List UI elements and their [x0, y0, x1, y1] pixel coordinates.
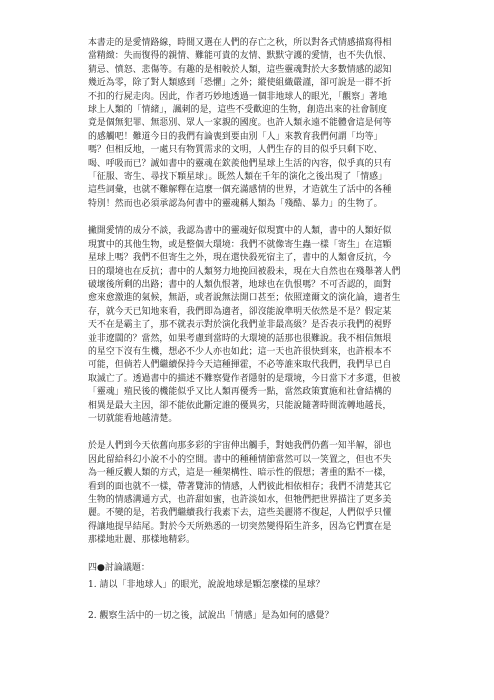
text-line: 幾近為零，除了對人類感到「恐懼」之外；縱使組織嚴謹，卻可說是一群不折 [88, 78, 392, 89]
discussion-question: 2. 觀察生活中的一切之後，試說出「情感」是為如何的感覺？ [88, 610, 334, 621]
text-line: 看到的面也就不一樣，帶著覽沛的情感，人們彼此相依相存；我們不清楚其它 [88, 481, 392, 492]
text-line: 球上人類的「情緒」，諷刺的是，這些不受歡迎的生物，創造出來的社會制度 [88, 105, 388, 116]
discussion-question: 1. 請以「非地球人」的眼光，說說地球是顆怎麼樣的星球？ [88, 579, 325, 590]
document-body [88, 37, 406, 641]
text-line: 破壞後所剩的出路；書中的人類仇恨著，地球也在仇恨嗎？不可否認的，面對 [88, 279, 392, 290]
paragraph-3 [88, 440, 406, 547]
text-line: 因此留給科幻小說不小的空間。書中的種種情節當然可以一笑置之，但也不失 [88, 454, 392, 465]
text-line: 「征服、寄生、尋找下顆星球」。既然人類在千年的演化之後出現了「情感」 [88, 172, 388, 183]
text-line: 於是人們到今天依舊向那多彩的宇宙伸出觸手，對她我們仍舊一知半解，卻也 [88, 441, 392, 452]
text-line: 存，就今天已知地來看，我們即為適者，卻沒能說準明天依然是不是？假定某 [88, 306, 392, 317]
text-line: 「靈魂」殖民後的機能似乎又比人類再優秀一點，當然政策實施和社會結構的 [88, 387, 392, 398]
text-line: 不扣的行屍走肉。因此，作者巧妙地透過一個非地球人的眼光，「觀察」著地 [88, 91, 388, 102]
text-line: 愈來愈激進的氣候，無語，或者說無法開口甚至；依照達爾文的演化論，適者生 [88, 293, 401, 304]
text-line: 的星空下沒有生機，想必不少人亦也如此；這一天也許很快到來，也許根本不 [88, 346, 392, 357]
text-line: 竟是個無犯罪、無惡別、眾人一家親的國度。也許人類永遠不能體會這是何等 [88, 118, 392, 129]
discussion-heading: 四●討論議題： [88, 562, 150, 573]
text-line: 的感觸吧！難道今日的我們有論喪到要由別「人」來教育我們何謂「均等」 [88, 131, 383, 142]
text-line: 這些詞彙，也就不難解釋在這麼一個充滿感情的世界，才造就生了活中的各種 [88, 185, 392, 196]
text-line: 相異是最大主因，卻不能依此斷定誰的優異劣，只能說隨著時間流轉地越長， [88, 400, 392, 411]
paragraph-2 [88, 225, 406, 426]
text-line: 日的環境也在反抗；書中的人類努力地挽回被殺未，現在大自然也在殘舉著人們 [88, 266, 401, 277]
text-line: 天不在是霸主了，那不就表示對於演化我們並非最高級？是否表示我們的視野 [88, 320, 392, 331]
text-line: 取滅亡了。透過書中的描述不難察覺作者隱射的是環境，今日當下才多還，但被 [88, 373, 401, 384]
text-line: 為一種反觀人類的方式，這是一種架構性、暗示性的假想；著重的點不一樣， [88, 468, 392, 479]
text-line: 得讓地提早結尾。對於今天所熟悉的一切突然變得陌生許多，因為它們實在是 [88, 521, 392, 532]
text-line: 喝、呼吸而已？誠如書中的靈魂在欽羨他們星球上生活的內容，似乎真的只有 [88, 158, 392, 169]
text-line: 猜忌、憤怒、悲傷等。有趣的是相較於人類，這些靈魂對於大多數情感的認知 [88, 64, 392, 75]
text-line: 特別！然而也必須承認為何書中的靈魂稱人類為「殘酷、暴力」的生物了。 [88, 198, 383, 209]
text-line: 一切就能看地越清楚。 [88, 413, 178, 424]
text-line: 撇開愛情的成分不談，我認為書中的靈魂好似現實中的人類，書中的人類好似 [88, 226, 392, 237]
text-line: 本書走的是愛情路線，時間又選在人們的存亡之秋，所以對各式情感描寫得相 [88, 38, 392, 48]
text-line: 嗎？但相反地，一處只有物質需求的文明，人們生存的目的似乎只剩下吃、 [88, 145, 383, 156]
text-line: 可能，但倘若人們繼續保持今天這種揮霍，不必等誰來取代我們，我們早已自 [88, 360, 392, 371]
text-line: 當精緻：失而復得的親情、難能可貴的友情、默默守護的愛情，也不失仇恨、 [88, 51, 392, 62]
text-line: 現實中的其他生物，或是整個大環境：我們不就像寄生蟲一樣「寄生」在這顆 [88, 239, 392, 250]
text-line: 麗。不變的是，若我們繼續我行我素下去，這些美麗將不復起，人們似乎只懂 [88, 508, 392, 519]
text-line: 並非遼闊的？當然，如果考慮到當時的大環境的話那也很難說。我不相信無垠 [88, 333, 392, 344]
text-line: 星球上嗎？我們不但寄生之外，現在還快殺死宿主了，書中的人類會反抗，今 [88, 253, 392, 264]
text-line: 生物的情感溝通方式，也許甜如蜜，也許淡如水，但牠們把世界描注了更多美 [88, 495, 392, 505]
paragraph-1 [88, 37, 406, 211]
text-line: 那樣地壯麗、那樣地精彩。 [88, 535, 196, 546]
